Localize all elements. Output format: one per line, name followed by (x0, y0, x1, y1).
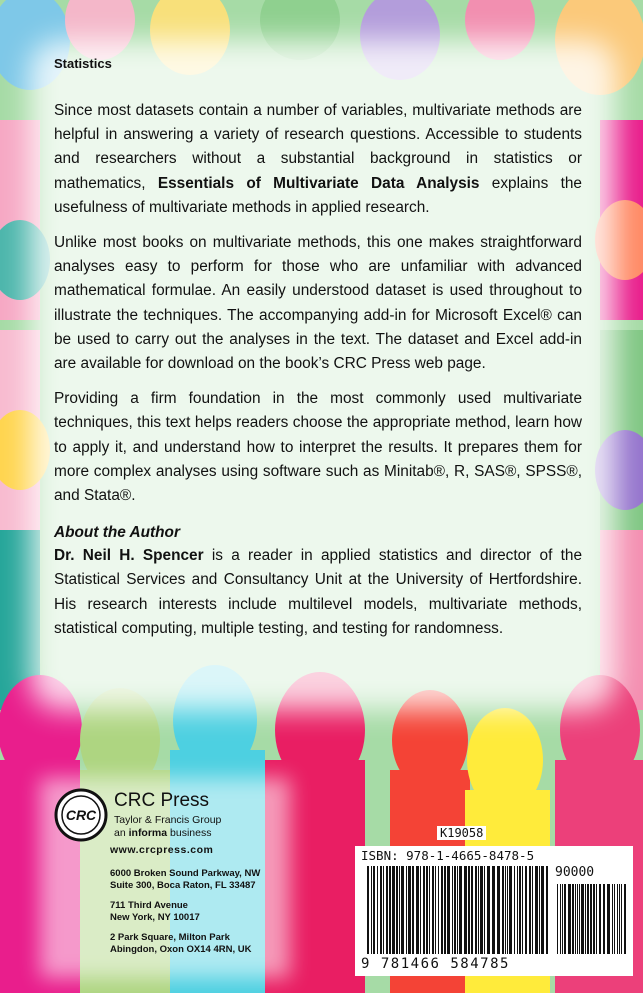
address-line: 6000 Broken Sound Parkway, NW (110, 868, 261, 879)
crc-logo-text: CRC (65, 807, 97, 823)
barcode-bar (484, 866, 485, 954)
barcode-bar (468, 866, 470, 954)
about-author-heading: About the Author (54, 524, 180, 542)
barcode-bar (367, 866, 369, 954)
author-name: Dr. Neil H. Spencer (54, 547, 204, 565)
barcode-bar (478, 866, 479, 954)
address-boca-raton (110, 868, 260, 892)
addon-bar (587, 884, 589, 954)
barcode-bar (480, 866, 483, 954)
crc-logo-icon (54, 788, 108, 842)
barcode-bar (386, 866, 388, 954)
addon-bar (575, 884, 576, 954)
barcode-bars (367, 866, 627, 958)
description-paragraph-3: Providing a firm foundation in the most commonly used multivariate techniques, this text helps readers choose the appropriate method, learn how to apply it, and understand how to interpret the results. It prepares them for more complex analyses using software such as Minitab®, R, SAS®, SPSS®, and Stata®. (54, 390, 582, 505)
informa-brand: informa (128, 827, 168, 839)
barcode-bar (420, 866, 421, 954)
addon-bar (621, 884, 622, 954)
addon-bar (585, 884, 586, 954)
barcode-bar (502, 866, 504, 954)
barcode-bar (444, 866, 446, 954)
catalog-code: K19058 (437, 826, 486, 840)
description-paragraph-1 (54, 99, 582, 220)
barcode-bar (539, 866, 540, 954)
barcode-bar (529, 866, 531, 954)
barcode-bar (522, 866, 523, 954)
barcode-bar (426, 866, 428, 954)
barcode-bar (423, 866, 425, 954)
barcode-bar (452, 866, 453, 954)
addon-bar (624, 884, 626, 954)
book-title: Essentials of Multivariate Data Analysis (157, 174, 480, 192)
barcode-bar (541, 866, 544, 954)
address-line: New York, NY 10017 (110, 912, 200, 923)
address-new-york (110, 900, 200, 924)
addon-bar (560, 884, 561, 954)
barcode-bar (517, 866, 518, 954)
barcode-bar (396, 866, 398, 954)
address-line: Suite 300, Boca Raton, FL 33487 (110, 880, 256, 891)
addon-bar (577, 884, 578, 954)
publisher-block (54, 788, 314, 978)
addon-bar (593, 884, 595, 954)
isbn-text: ISBN: 978-1-4665-8478-5 (361, 848, 535, 863)
addon-bar (614, 884, 615, 954)
barcode-bar (487, 866, 490, 954)
back-cover-text (54, 56, 582, 641)
barcode-bar (399, 866, 400, 954)
author-bio: is a reader in applied statistics and director of the Statistical Services and Consultancy Unit at the University of Hertfordshire. His research interests include multilevel models, multivariate methods, statistical computing, multiple testing, and testing for randomness. (54, 547, 582, 637)
publisher-name: CRC Press (114, 790, 210, 811)
barcode-bar (532, 866, 533, 954)
addon-bar (579, 884, 580, 954)
barcode-bar (492, 866, 495, 954)
p1-tail: explains the usefulness of multivariate methods in applied research. (54, 174, 582, 216)
addon-bar (617, 884, 618, 954)
barcode-bar (373, 866, 375, 954)
addon-bar (572, 884, 574, 954)
addon-bar (619, 884, 620, 954)
barcode-bar (535, 866, 538, 954)
barcode-bar (377, 866, 378, 954)
addon-bar (557, 884, 558, 954)
addon-bar (612, 884, 613, 954)
barcode-bar (429, 866, 430, 954)
address-milton-park (110, 932, 251, 956)
barcode-bar (383, 866, 384, 954)
barcode-bar (519, 866, 521, 954)
addon-bar (562, 884, 563, 954)
price-addon: 90000 (555, 865, 595, 880)
isbn-barcode (355, 846, 633, 976)
barcode-bar (432, 866, 434, 954)
address-line: 711 Third Avenue (110, 900, 188, 911)
barcode-bar (371, 866, 372, 954)
informa-business: business (167, 827, 212, 839)
barcode-bar (389, 866, 391, 954)
barcode-bar (509, 866, 512, 954)
barcode-bar (380, 866, 382, 954)
barcode-bar (392, 866, 395, 954)
barcode-bar (441, 866, 443, 954)
barcode-bar (507, 866, 508, 954)
description-paragraph-2: Unlike most books on multivariate methods, this one makes straightforward analyses easy to perform for those who are unfamiliar with advanced mathematical formulae. An easily understood dataset is used throughout to illustrate the techniques. The accompanying add-in for Microsoft Excel® can be used to carry out the analyses in the text. The dataset and Excel add-in are available for download on the book’s CRC Press web page. (54, 234, 582, 373)
publisher-url[interactable]: www.crcpress.com (110, 844, 214, 856)
barcode-bar (471, 866, 473, 954)
barcode-bar (457, 866, 458, 954)
addon-bar (596, 884, 597, 954)
barcode-bar (435, 866, 436, 954)
barcode-bar (464, 866, 467, 954)
barcode-bar (401, 866, 404, 954)
barcode-bar (408, 866, 411, 954)
address-line: Abingdon, Oxon OX14 4RN, UK (110, 944, 252, 955)
addon-bar (568, 884, 571, 954)
about-author-text (54, 544, 582, 641)
addon-bar (564, 884, 566, 954)
barcode-bar (505, 866, 506, 954)
addon-bar (581, 884, 584, 954)
publisher-group: Taylor & Francis Group (114, 814, 222, 826)
barcode-bar (514, 866, 515, 954)
ean-number: 9 781466 584785 (361, 956, 510, 972)
barcode-bar (447, 866, 450, 954)
addon-bar (603, 884, 605, 954)
addon-bar (590, 884, 592, 954)
p1-lead: Since most datasets contain a number of variables, multivariate methods are helpful in answering a variety of research questions. Accessible to students and researchers without a substantial background in statistics or mathematics, (54, 102, 582, 192)
barcode-bar (412, 866, 414, 954)
category-label: Statistics (54, 56, 112, 71)
barcode-bar (416, 866, 419, 954)
address-line: 2 Park Square, Milton Park (110, 932, 230, 943)
barcode-bar (475, 866, 477, 954)
barcode-bar (438, 866, 439, 954)
barcode-bar (546, 866, 548, 954)
addon-bar (599, 884, 601, 954)
barcode-bar (406, 866, 407, 954)
barcode-bar (497, 866, 500, 954)
barcode-bar (459, 866, 462, 954)
informa-an: an (114, 827, 129, 839)
barcode-bar (525, 866, 527, 954)
publisher-informa (114, 827, 211, 839)
barcode-bar (454, 866, 456, 954)
addon-bar (607, 884, 610, 954)
